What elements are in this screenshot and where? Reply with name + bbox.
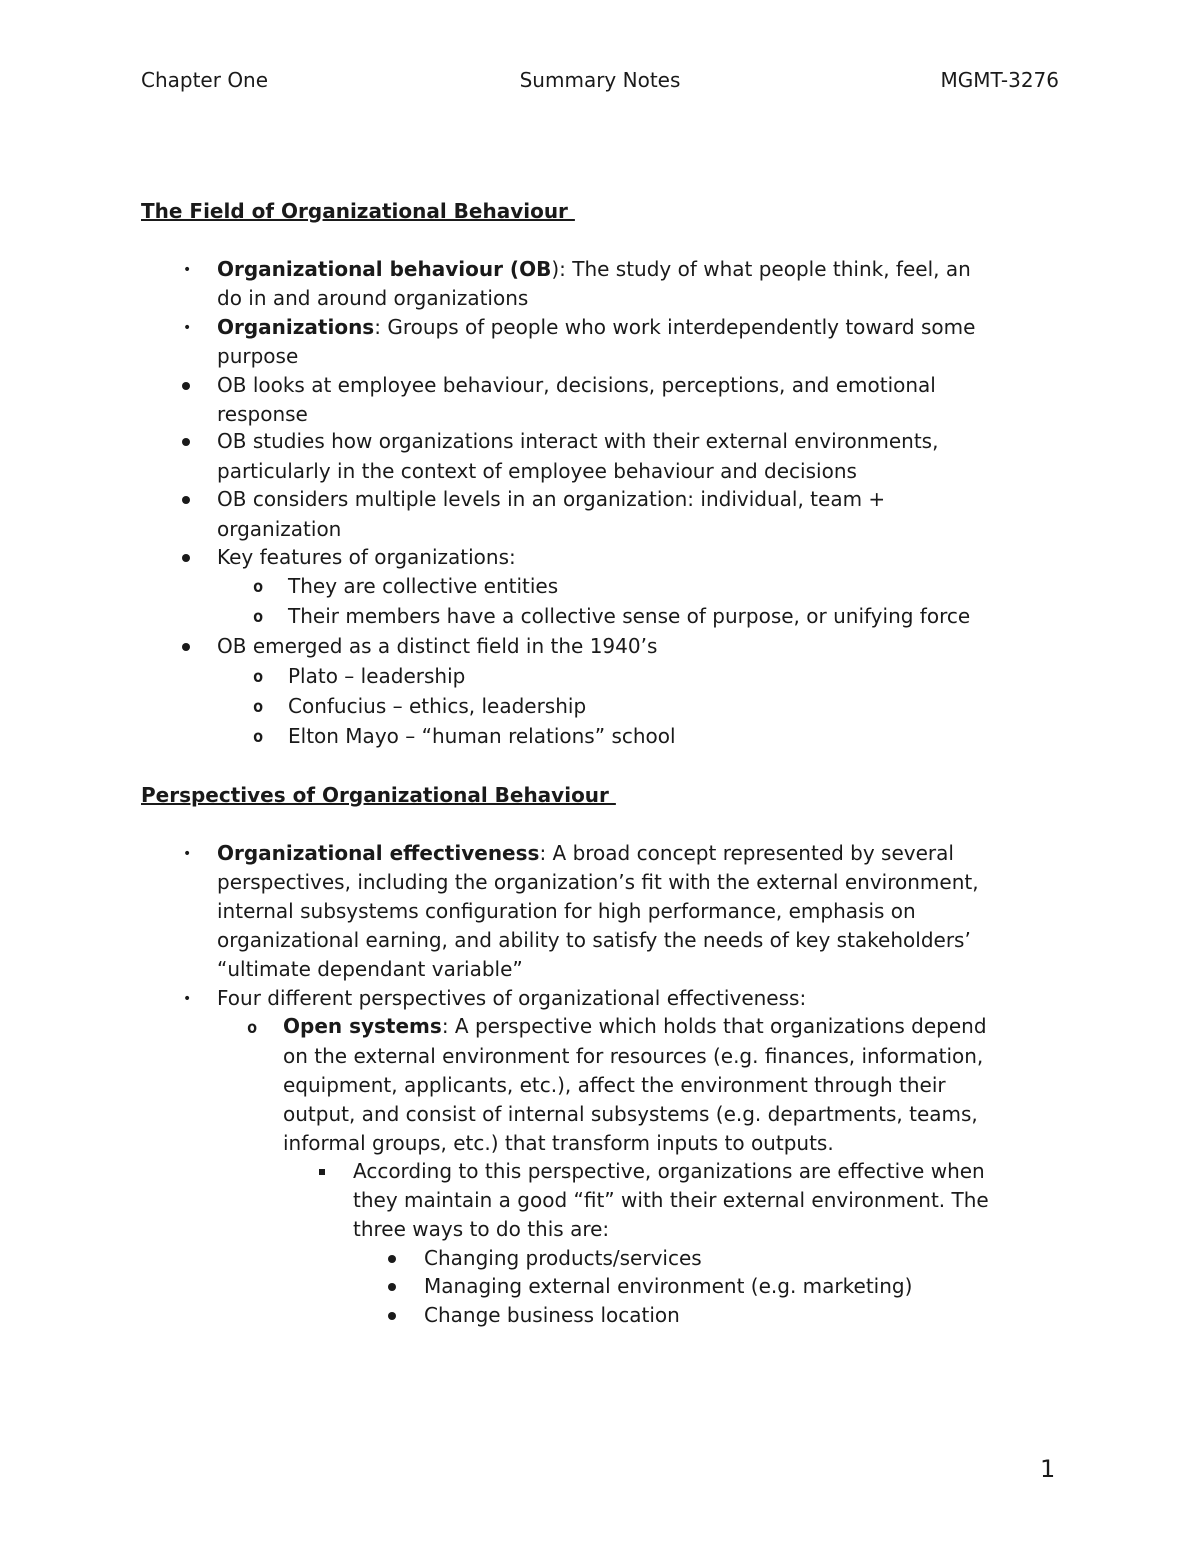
bullet-dot (182, 633, 190, 662)
bullet-dot: • (183, 991, 192, 1007)
sub-sub-sub-list-item: Managing external environment (e.g. marketing) (424, 1274, 913, 1298)
list-item (217, 255, 971, 284)
sub-bullet-o: o (253, 727, 264, 747)
term-ob: Organizational behaviour (OB (217, 257, 552, 281)
bullet-dot (182, 428, 190, 457)
sub-bullet-o: o (253, 667, 264, 687)
sub-list-item: Plato – leadership (288, 664, 466, 688)
list-item-continuation: on the external environment for resources (e.g. finances, information, (283, 1044, 984, 1068)
sub-list-item (283, 1012, 987, 1041)
item-text: ): The study of what people think, feel, an (551, 257, 971, 281)
list-item-continuation: three ways to do this are: (353, 1217, 610, 1241)
bullet-dot: • (183, 320, 192, 336)
bullet-dot: • (183, 846, 192, 862)
sub-bullet-o: o (253, 607, 264, 627)
list-item-continuation: they maintain a good “fit” with their external environment. The (353, 1188, 989, 1212)
header-chapter: Chapter One (141, 68, 269, 92)
list-item-continuation: equipment, applicants, etc.), affect the environment through their (283, 1073, 946, 1097)
sub-bullet-o: o (247, 1018, 258, 1038)
sub-sub-sub-list-item: Change business location (424, 1303, 680, 1327)
term-organizations: Organizations (217, 315, 375, 339)
bullet-dot (388, 1302, 396, 1331)
list-item-continuation: do in and around organizations (217, 286, 529, 310)
list-item-continuation: “ultimate dependant variable” (217, 957, 523, 981)
header-course-code: MGMT-3276 (940, 68, 1059, 92)
sub-bullet-o: o (253, 577, 264, 597)
list-item-continuation: output, and consist of internal subsystems (e.g. departments, teams, (283, 1102, 978, 1126)
item-text: : Groups of people who work interdependently toward some (374, 315, 976, 339)
header-title: Summary Notes (519, 68, 681, 92)
list-item-continuation: response (217, 402, 308, 426)
sub-sub-sub-list-item: Changing products/services (424, 1246, 702, 1270)
list-item-continuation: particularly in the context of employee behaviour and decisions (217, 459, 857, 483)
sub-list-item: Confucius – ethics, leadership (288, 694, 587, 718)
item-text: : A perspective which holds that organizations depend (441, 1014, 987, 1038)
bullet-dot: • (183, 262, 192, 278)
bullet-dot (182, 544, 190, 573)
list-item (217, 839, 954, 868)
bullet-square (319, 1158, 325, 1187)
bullet-dot (388, 1245, 396, 1274)
bullet-dot (182, 486, 190, 515)
page-header (141, 68, 1059, 96)
list-item: OB looks at employee behaviour, decisions, perceptions, and emotional (217, 373, 936, 397)
section-heading-field-of-ob: The Field of Organizational Behaviour (141, 199, 575, 223)
bullet-dot (182, 372, 190, 401)
list-item: OB studies how organizations interact with their external environments, (217, 429, 939, 453)
list-item (217, 313, 975, 342)
sub-list-item: They are collective entities (288, 574, 559, 598)
list-item-continuation: organizational earning, and ability to satisfy the needs of key stakeholders’ (217, 928, 971, 952)
list-item: OB considers multiple levels in an organization: individual, team + (217, 487, 886, 511)
sub-list-item: Elton Mayo – “human relations” school (288, 724, 676, 748)
list-item-continuation: informal groups, etc.) that transform inputs to outputs. (283, 1131, 834, 1155)
item-text: : A broad concept represented by several (539, 841, 954, 865)
section-heading-perspectives-of-ob: Perspectives of Organizational Behaviour (141, 783, 616, 807)
list-item-continuation: organization (217, 517, 342, 541)
term-open-systems: Open systems (283, 1014, 442, 1038)
list-item: OB emerged as a distinct field in the 1940’s (217, 634, 658, 658)
term-organizational-effectiveness: Organizational effectiveness (217, 841, 540, 865)
page-number: 1 (1040, 1455, 1056, 1483)
list-item: Key features of organizations: (217, 545, 516, 569)
sub-list-item: Their members have a collective sense of purpose, or unifying force (288, 604, 971, 628)
list-item-continuation: perspectives, including the organization’s fit with the external environment, (217, 870, 979, 894)
sub-sub-list-item: According to this perspective, organizations are effective when (353, 1159, 985, 1183)
sub-bullet-o: o (253, 697, 264, 717)
list-item-continuation: purpose (217, 344, 299, 368)
list-item-continuation: internal subsystems configuration for high performance, emphasis on (217, 899, 916, 923)
bullet-dot (388, 1273, 396, 1302)
list-item: Four different perspectives of organizational effectiveness: (217, 986, 807, 1010)
